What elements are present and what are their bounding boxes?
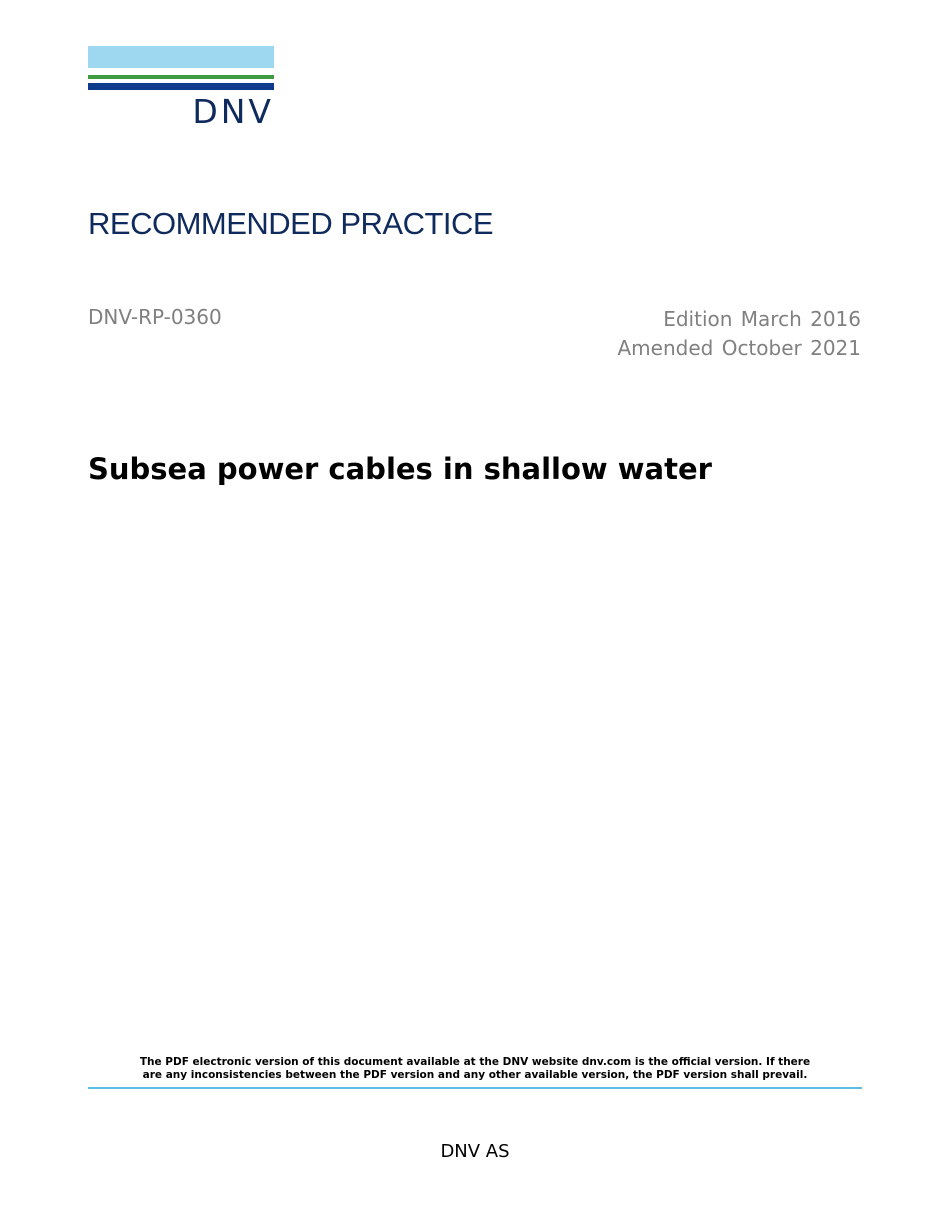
edition-date: Edition March 2016 bbox=[663, 307, 861, 331]
disclaimer-line-1: The PDF electronic version of this document available at the DNV website dnv.com is the official version. If there bbox=[139, 1056, 811, 1068]
edition-info bbox=[618, 305, 862, 363]
document-title: Subsea power cables in shallow water bbox=[88, 452, 712, 486]
document-type: RECOMMENDED PRACTICE bbox=[88, 206, 494, 241]
logo-wordmark: DNV bbox=[192, 92, 274, 131]
document-number: DNV-RP-0360 bbox=[88, 305, 222, 329]
logo-green-bar bbox=[88, 75, 274, 79]
disclaimer-line-2: are any inconsistencies between the PDF version and any other available version, the PDF version shall prevail. bbox=[142, 1069, 808, 1081]
dnv-logo bbox=[88, 46, 274, 130]
logo-navy-bar bbox=[88, 83, 274, 90]
footer-divider bbox=[88, 1087, 862, 1089]
pdf-disclaimer bbox=[88, 1056, 862, 1082]
logo-light-blue-bar bbox=[88, 46, 274, 68]
amended-date: Amended October 2021 bbox=[617, 336, 861, 360]
publisher-name: DNV AS bbox=[440, 1141, 510, 1162]
